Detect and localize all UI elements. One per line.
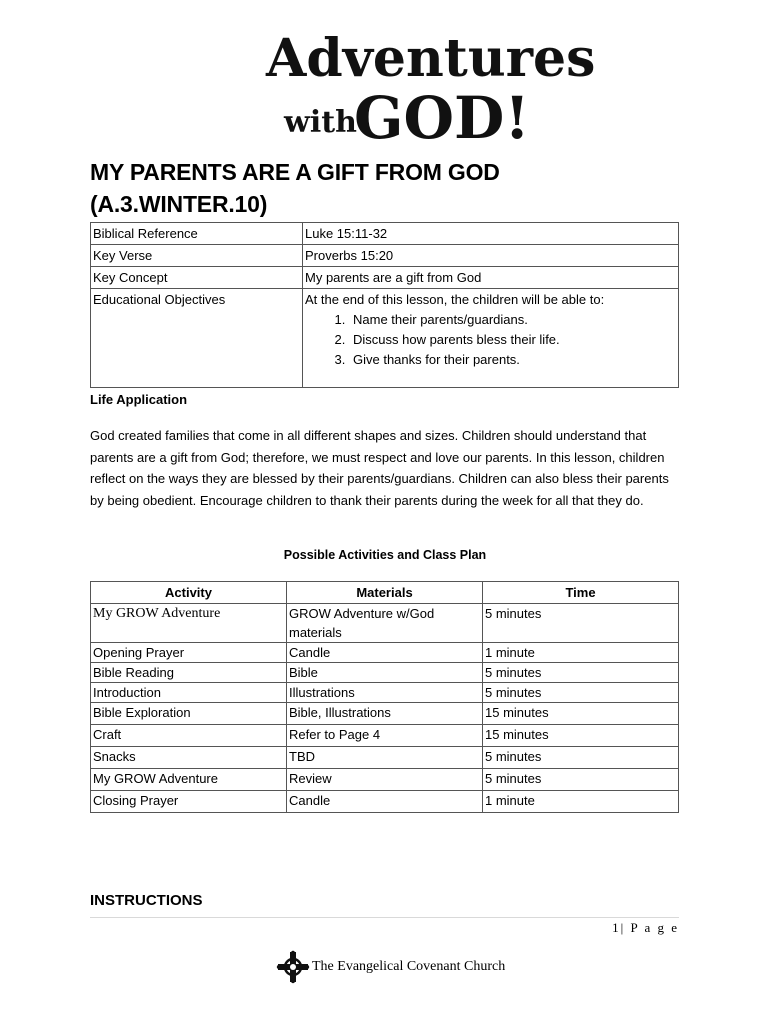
plan-time: 5 minutes (483, 769, 679, 791)
plan-header-activity: Activity (91, 582, 287, 604)
plan-time: 1 minute (483, 643, 679, 663)
plan-time: 5 minutes (483, 747, 679, 769)
plan-activity: My GROW Adventure (91, 769, 287, 791)
info-row (91, 245, 679, 267)
plan-time: 5 minutes (483, 604, 679, 643)
plan-row (91, 725, 679, 747)
plan-row (91, 703, 679, 725)
plan-activity: My GROW Adventure (91, 604, 287, 643)
objective-item: 1. Name their parents/guardians. (349, 310, 676, 330)
info-label: Key Concept (91, 267, 303, 289)
adventures-with-god-logo (262, 14, 596, 152)
info-value: My parents are a gift from God (303, 267, 679, 289)
life-application-heading: Life Application (90, 392, 188, 407)
covenant-cross-icon (276, 950, 310, 984)
info-label: Biblical Reference (91, 223, 303, 245)
info-row (91, 223, 679, 245)
info-value: Proverbs 15:20 (303, 245, 679, 267)
page-number-value: 1 (612, 920, 621, 935)
plan-row (91, 747, 679, 769)
plan-materials: Bible (287, 663, 483, 683)
plan-materials: TBD (287, 747, 483, 769)
plan-time: 5 minutes (483, 663, 679, 683)
lesson-code: (A.3.WINTER.10) (90, 191, 268, 217)
plan-header-materials: Materials (287, 582, 483, 604)
plan-materials: Illustrations (287, 683, 483, 703)
info-row (91, 267, 679, 289)
class-plan-table (90, 581, 679, 813)
plan-header-row (91, 582, 679, 604)
page-label: | P a g e (620, 920, 679, 935)
logo-text-adventures: Adventures (266, 28, 596, 89)
footer-divider (90, 917, 679, 918)
plan-activity: Bible Reading (91, 663, 287, 683)
covenant-church-footer (276, 950, 505, 984)
objectives-cell (303, 289, 679, 388)
plan-materials: GROW Adventure w/God materials (287, 604, 483, 643)
plan-row (91, 663, 679, 683)
plan-activity: Opening Prayer (91, 643, 287, 663)
plan-materials: Bible, Illustrations (287, 703, 483, 725)
info-row (91, 289, 679, 388)
plan-materials: Refer to Page 4 (287, 725, 483, 747)
plan-activity: Snacks (91, 747, 287, 769)
plan-materials: Candle (287, 643, 483, 663)
plan-materials: Review (287, 769, 483, 791)
plan-row (91, 604, 679, 643)
plan-time: 5 minutes (483, 683, 679, 703)
plan-activity: Closing Prayer (91, 791, 287, 813)
objectives-intro: At the end of this lesson, the children will be able to: (305, 292, 605, 307)
plan-row (91, 791, 679, 813)
church-name: The Evangelical Covenant Church (312, 959, 506, 974)
page-number (612, 920, 679, 936)
plan-materials: Candle (287, 791, 483, 813)
plan-time: 1 minute (483, 791, 679, 813)
lesson-info-table (90, 222, 679, 388)
plan-activity: Bible Exploration (91, 703, 287, 725)
logo-text-with: with (284, 105, 357, 140)
info-label: Key Verse (91, 245, 303, 267)
objectives-list (305, 310, 676, 370)
plan-row (91, 683, 679, 703)
plan-row (91, 643, 679, 663)
plan-time: 15 minutes (483, 703, 679, 725)
plan-activity: Introduction (91, 683, 287, 703)
plan-row (91, 769, 679, 791)
info-label: Educational Objectives (91, 289, 303, 388)
info-value: Luke 15:11-32 (303, 223, 679, 245)
instructions-heading: INSTRUCTIONS (90, 892, 203, 909)
lesson-title-line1: MY PARENTS ARE A GIFT FROM GOD (90, 159, 500, 185)
class-plan-title: Possible Activities and Class Plan (283, 548, 487, 562)
plan-activity: Craft (91, 725, 287, 747)
logo-text-god: GOD! (354, 84, 530, 152)
lesson-title (90, 156, 690, 220)
plan-header-time: Time (483, 582, 679, 604)
life-application-text: God created families that come in all different shapes and sizes. Children should understand that parents are a gift from God; therefore, we must respect and love our parents. In this lesson, children reflect on the ways they are blessed by their parents/guardians. Children can also bless their parents by being obedient. Encourage children to thank their parents during the week for all that they do. (90, 428, 669, 508)
plan-time: 15 minutes (483, 725, 679, 747)
objective-item: 3. Give thanks for their parents. (349, 350, 676, 370)
objective-item: 2. Discuss how parents bless their life. (349, 330, 676, 350)
